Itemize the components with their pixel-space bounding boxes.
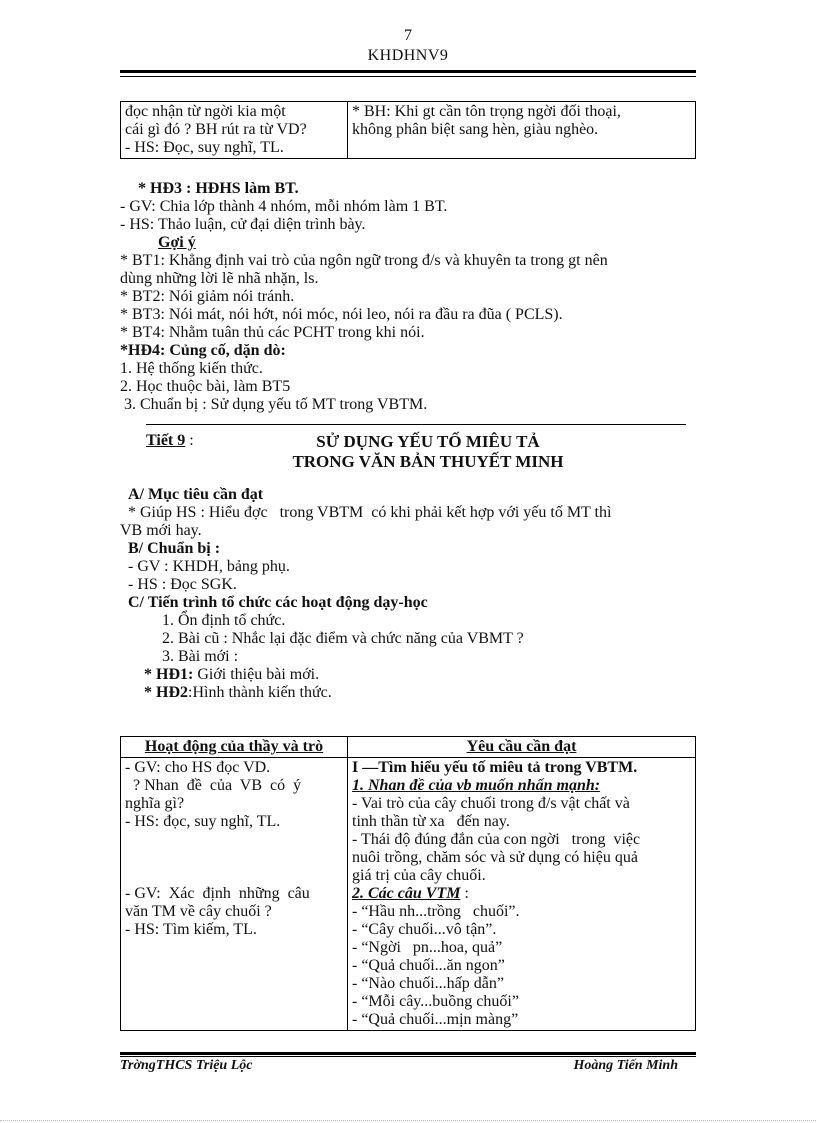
section-c-line: 3. Bài mới : xyxy=(162,648,239,665)
hd2-text: :Hình thành kiến thức. xyxy=(188,684,332,701)
footer-author: Hoàng Tiến Minh xyxy=(573,1058,678,1073)
section-b-heading: B/ Chuẩn bị : xyxy=(128,540,221,557)
section-c-heading: C/ Tiến trình tổ chức các hoạt động dạy-học xyxy=(128,594,428,611)
page-edge-dots xyxy=(0,1120,816,1121)
text-line: * BH: Khi gt cần tôn trọng ngời đối thoại, xyxy=(352,103,621,120)
section-c-line: 2. Bài cũ : Nhắc lại đặc điểm và chức năng của VBMT ? xyxy=(162,630,524,647)
section-b-line: - GV : KHDH, bảng phụ. xyxy=(128,558,290,575)
hd2-line xyxy=(144,684,332,702)
text-line: - GV: Xác định những câu xyxy=(125,885,310,902)
hd3-line: - GV: Chia lớp thành 4 nhóm, mỗi nhóm làm 1 BT. xyxy=(120,198,448,215)
text-line: giá trị của cây chuối. xyxy=(352,867,486,884)
section-a-line: * Giúp HS : Hiểu đợc trong VBTM có khi phải kết hợp với yếu tố MT thì xyxy=(128,504,612,521)
quote-line: - “Cây chuối...vô tận”. xyxy=(352,921,497,938)
quote-line: - “Quả chuối...mịn màng” xyxy=(352,1011,519,1028)
quote-line: - “Nào chuối...hấp dẫn” xyxy=(352,975,504,992)
spacer xyxy=(125,831,343,885)
section-a-line: VB mới hay. xyxy=(120,522,202,539)
exercise-line: * BT1: Khẳng định vai trò của ngôn ngữ trong đ/s và khuyên ta trong gt nên xyxy=(120,252,608,269)
footer-rule-thin xyxy=(120,1056,696,1057)
subheading-2 xyxy=(352,885,691,903)
text-line: không phân biệt sang hèn, giàu nghèo. xyxy=(352,121,599,138)
text-line: - Thái độ đúng đắn của con ngời trong việc xyxy=(352,831,641,848)
text-line: ? Nhan đề của VB có ý xyxy=(125,777,302,794)
quote-line: - “Hầu nh...trồng chuối”. xyxy=(352,903,520,920)
section-c-line: 1. Ổn định tổ chức. xyxy=(162,612,286,629)
hd2-label: * HĐ2 xyxy=(144,684,188,701)
hd4-line: 2. Học thuộc bài, làm BT5 xyxy=(120,378,291,395)
column-header-requirements: Yêu cầu cần đạt xyxy=(348,737,696,758)
hd3-line: - HS: Thảo luận, cử đại diện trình bày. xyxy=(120,216,366,233)
hd4-line: 3. Chuẩn bị : Sử dụng yếu tố MT trong VBTM. xyxy=(120,396,428,413)
continuation-right-cell xyxy=(348,102,696,159)
section-divider xyxy=(146,424,686,425)
exercise-line: * BT2: Nói giảm nói tránh. xyxy=(120,288,295,305)
continuation-left-cell xyxy=(121,102,348,159)
page-number: 7 xyxy=(404,27,412,44)
lesson-title-line1: SỬ DỤNG YẾU TỐ MIÊU TẢ xyxy=(316,432,540,451)
text-line: - GV: cho HS đọc VD. xyxy=(125,759,271,776)
quote-line: - “Quả chuối...ăn ngon” xyxy=(352,957,505,974)
footer-school: TrờngTHCS Triệu Lộc xyxy=(120,1058,253,1073)
hd4-title: *HĐ4: Củng cố, dặn dò: xyxy=(120,342,286,359)
lesson-label: Tiết 9 xyxy=(146,432,186,449)
hd1-text: Giới thiệu bài mới. xyxy=(193,666,320,683)
exercise-line: * BT3: Nói mát, nói hớt, nói móc, nói leo, nói ra đầu ra đũa ( PCLS). xyxy=(120,306,563,323)
text-line: nghĩa gì? xyxy=(125,795,185,812)
requirements-heading: I —Tìm hiểu yếu tố miêu tả trong VBTM. xyxy=(352,759,638,776)
column-header-activities: Hoạt động của thầy và trò xyxy=(121,737,348,758)
hd1-line xyxy=(144,666,319,684)
text-line: văn TM về cây chuối ? xyxy=(125,903,272,920)
activity-table xyxy=(120,736,696,1031)
text-line: - HS: Đọc, suy nghĩ, TL. xyxy=(125,139,284,156)
header-rule-thin xyxy=(120,76,696,77)
text-line: nuôi trồng, chăm sóc và sử dụng có hiệu quả xyxy=(352,849,638,866)
section-b-line: - HS : Đọc SGK. xyxy=(128,576,237,593)
text-line: cái gì đó ? BH rút ra từ VD? xyxy=(125,121,307,138)
subheading-2-text: 2. Các câu VTM xyxy=(352,885,461,902)
exercise-line: dùng những lời lẽ nhã nhặn, ls. xyxy=(120,270,319,287)
hint-heading: Gợi ý xyxy=(158,234,196,251)
text-line: - HS: Tìm kiếm, TL. xyxy=(125,921,257,938)
footer-rule xyxy=(120,1052,696,1055)
text-line: - HS: đọc, suy nghĩ, TL. xyxy=(125,813,281,830)
text-line: tinh thần từ xa đến nay. xyxy=(352,813,510,830)
document-title: KHDHNV9 xyxy=(367,47,449,64)
subheading-2-colon: : xyxy=(460,885,469,902)
text-line: - Vai trò của cây chuối trong đ/s vật chất và xyxy=(352,795,630,812)
quote-line: - “Ngời pn...hoa, quả” xyxy=(352,939,503,956)
continuation-table xyxy=(120,101,696,159)
activities-cell xyxy=(121,758,348,1031)
header-rule xyxy=(120,70,696,73)
exercise-line: * BT4: Nhằm tuân thủ các PCHT trong khi nói. xyxy=(120,324,425,341)
lesson-title-line2: TRONG VĂN BẢN THUYẾT MINH xyxy=(292,452,564,471)
hd4-line: 1. Hệ thống kiến thức. xyxy=(120,360,263,377)
lesson-label-colon: : xyxy=(185,432,194,449)
subheading: 1. Nhan đề của vb muốn nhấn mạnh: xyxy=(352,777,601,794)
requirements-cell xyxy=(348,758,696,1031)
quote-line: - “Mỗi cây...buồng chuối” xyxy=(352,993,519,1010)
section-a-heading: A/ Mục tiêu cần đạt xyxy=(128,486,264,503)
hd1-label: * HĐ1: xyxy=(144,666,194,683)
hd3-title: * HĐ3 : HĐHS làm BT. xyxy=(138,180,299,197)
text-line: đọc nhận từ ngời kia một xyxy=(125,103,286,120)
